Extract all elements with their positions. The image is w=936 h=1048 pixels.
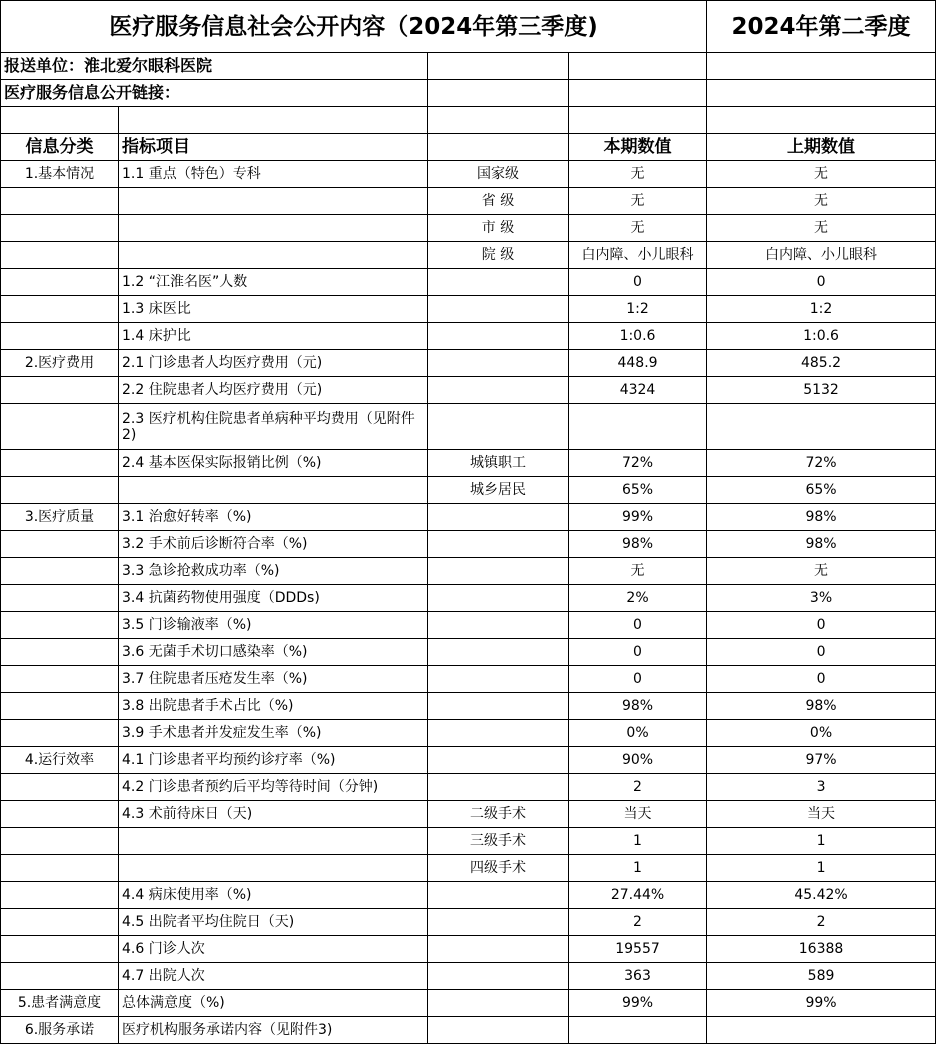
table-row (1, 404, 936, 450)
table-row (1, 558, 936, 585)
current-value-cell: 无 (569, 215, 707, 242)
category-cell (1, 720, 119, 747)
item-cell: 3.7 住院患者压疮发生率（%) (119, 666, 428, 693)
subitem-cell: 国家级 (428, 161, 569, 188)
category-cell (1, 936, 119, 963)
subitem-cell: 二级手术 (428, 801, 569, 828)
item-cell: 1.2 “江淮名医”人数 (119, 269, 428, 296)
previous-value-cell: 1:2 (707, 296, 936, 323)
spacer-row (1, 107, 936, 134)
subitem-cell: 三级手术 (428, 828, 569, 855)
item-cell: 4.1 门诊患者平均预约诊疗率（%) (119, 747, 428, 774)
previous-value-cell: 0 (707, 666, 936, 693)
previous-value-cell: 65% (707, 477, 936, 504)
previous-value-cell (707, 404, 936, 450)
subitem-cell: 四级手术 (428, 855, 569, 882)
current-value-cell: 0 (569, 666, 707, 693)
current-value-cell: 0 (569, 612, 707, 639)
current-value-cell: 1 (569, 828, 707, 855)
current-value-cell: 19557 (569, 936, 707, 963)
current-value-cell: 2% (569, 585, 707, 612)
previous-value-cell: 2 (707, 909, 936, 936)
previous-value-cell: 97% (707, 747, 936, 774)
previous-value-cell (707, 1017, 936, 1044)
table-row (1, 936, 936, 963)
table-row (1, 215, 936, 242)
category-cell (1, 450, 119, 477)
category-cell (1, 828, 119, 855)
subitem-cell (428, 936, 569, 963)
subitem-cell (428, 720, 569, 747)
category-cell: 4.运行效率 (1, 747, 119, 774)
category-cell (1, 666, 119, 693)
table-row (1, 323, 936, 350)
category-cell (1, 693, 119, 720)
table-row (1, 909, 936, 936)
table-row (1, 639, 936, 666)
table-row (1, 747, 936, 774)
category-cell (1, 909, 119, 936)
previous-value-cell: 无 (707, 215, 936, 242)
header-current: 本期数值 (569, 134, 707, 161)
current-value-cell: 98% (569, 531, 707, 558)
item-cell: 3.4 抗菌药物使用强度（DDDs) (119, 585, 428, 612)
item-cell (119, 188, 428, 215)
current-value-cell: 363 (569, 963, 707, 990)
table-row (1, 666, 936, 693)
category-cell (1, 188, 119, 215)
category-cell (1, 558, 119, 585)
item-cell: 3.1 治愈好转率（%) (119, 504, 428, 531)
current-value-cell: 98% (569, 693, 707, 720)
category-cell: 1.基本情况 (1, 161, 119, 188)
unit-row (1, 53, 936, 80)
previous-value-cell: 16388 (707, 936, 936, 963)
current-value-cell: 白内障、小儿眼科 (569, 242, 707, 269)
subitem-cell (428, 296, 569, 323)
current-value-cell: 99% (569, 990, 707, 1017)
previous-value-cell: 5132 (707, 377, 936, 404)
category-cell: 6.服务承诺 (1, 1017, 119, 1044)
current-value-cell: 72% (569, 450, 707, 477)
item-cell (119, 855, 428, 882)
subitem-cell: 城乡居民 (428, 477, 569, 504)
previous-value-cell: 当天 (707, 801, 936, 828)
subitem-cell (428, 558, 569, 585)
header-row (1, 134, 936, 161)
item-cell (119, 828, 428, 855)
table-row (1, 990, 936, 1017)
current-value-cell: 无 (569, 161, 707, 188)
disclosure-link-label: 医疗服务信息公开链接： (1, 80, 428, 107)
previous-value-cell: 无 (707, 161, 936, 188)
table-row (1, 963, 936, 990)
table-row (1, 350, 936, 377)
item-cell: 3.9 手术患者并发症发生率（%) (119, 720, 428, 747)
category-cell: 2.医疗费用 (1, 350, 119, 377)
current-value-cell: 448.9 (569, 350, 707, 377)
subitem-cell (428, 323, 569, 350)
table-row (1, 161, 936, 188)
item-cell (119, 215, 428, 242)
current-value-cell: 0 (569, 639, 707, 666)
current-value-cell: 1:2 (569, 296, 707, 323)
current-value-cell: 90% (569, 747, 707, 774)
subitem-cell (428, 963, 569, 990)
title-row (1, 1, 936, 53)
current-value-cell: 99% (569, 504, 707, 531)
table-row (1, 531, 936, 558)
item-cell: 4.4 病床使用率（%) (119, 882, 428, 909)
category-cell (1, 269, 119, 296)
previous-value-cell: 98% (707, 531, 936, 558)
subitem-cell (428, 693, 569, 720)
item-cell (119, 242, 428, 269)
current-value-cell: 27.44% (569, 882, 707, 909)
previous-value-cell: 无 (707, 558, 936, 585)
subitem-cell (428, 404, 569, 450)
current-value-cell: 65% (569, 477, 707, 504)
item-cell: 2.2 住院患者人均医疗费用（元) (119, 377, 428, 404)
title-previous: 2024年第二季度 (707, 1, 936, 53)
subitem-cell (428, 774, 569, 801)
table-row (1, 612, 936, 639)
current-value-cell: 4324 (569, 377, 707, 404)
table-row (1, 774, 936, 801)
category-cell (1, 242, 119, 269)
previous-value-cell: 98% (707, 693, 936, 720)
current-value-cell: 2 (569, 774, 707, 801)
current-value-cell: 0% (569, 720, 707, 747)
subitem-cell: 省 级 (428, 188, 569, 215)
category-cell (1, 477, 119, 504)
table-row (1, 720, 936, 747)
item-cell: 1.3 床医比 (119, 296, 428, 323)
header-item: 指标项目 (119, 134, 428, 161)
item-cell: 4.3 术前待床日（天) (119, 801, 428, 828)
table-row (1, 828, 936, 855)
category-cell: 5.患者满意度 (1, 990, 119, 1017)
item-cell: 医疗机构服务承诺内容（见附件3) (119, 1017, 428, 1044)
item-cell: 2.1 门诊患者人均医疗费用（元) (119, 350, 428, 377)
previous-value-cell: 589 (707, 963, 936, 990)
subitem-cell: 院 级 (428, 242, 569, 269)
current-value-cell: 1 (569, 855, 707, 882)
table-row (1, 855, 936, 882)
previous-value-cell: 99% (707, 990, 936, 1017)
reporting-unit: 报送单位：淮北爱尔眼科医院 (1, 53, 428, 80)
previous-value-cell: 白内障、小儿眼科 (707, 242, 936, 269)
current-value-cell: 无 (569, 558, 707, 585)
category-cell (1, 612, 119, 639)
item-cell (119, 477, 428, 504)
item-cell: 2.4 基本医保实际报销比例（%) (119, 450, 428, 477)
category-cell (1, 323, 119, 350)
subitem-cell (428, 612, 569, 639)
header-category: 信息分类 (1, 134, 119, 161)
table-row (1, 1017, 936, 1044)
table-row (1, 504, 936, 531)
subitem-cell (428, 504, 569, 531)
current-value-cell (569, 1017, 707, 1044)
table-row (1, 882, 936, 909)
subitem-cell (428, 639, 569, 666)
subitem-cell: 城镇职工 (428, 450, 569, 477)
category-cell (1, 404, 119, 450)
category-cell (1, 963, 119, 990)
item-cell: 4.7 出院人次 (119, 963, 428, 990)
category-cell (1, 639, 119, 666)
category-cell (1, 882, 119, 909)
item-cell: 4.6 门诊人次 (119, 936, 428, 963)
table-row (1, 188, 936, 215)
category-cell (1, 585, 119, 612)
previous-value-cell: 0 (707, 269, 936, 296)
link-row (1, 80, 936, 107)
subitem-cell (428, 666, 569, 693)
table-row (1, 296, 936, 323)
subitem-cell (428, 531, 569, 558)
item-cell: 总体满意度（%) (119, 990, 428, 1017)
category-cell (1, 531, 119, 558)
subitem-cell (428, 350, 569, 377)
item-cell: 1.1 重点（特色）专科 (119, 161, 428, 188)
current-value-cell: 当天 (569, 801, 707, 828)
subitem-cell (428, 585, 569, 612)
category-cell (1, 855, 119, 882)
table-row (1, 585, 936, 612)
previous-value-cell: 1 (707, 855, 936, 882)
item-cell: 3.8 出院患者手术占比（%) (119, 693, 428, 720)
table-row (1, 450, 936, 477)
current-value-cell: 0 (569, 269, 707, 296)
subitem-cell: 市 级 (428, 215, 569, 242)
header-previous: 上期数值 (707, 134, 936, 161)
previous-value-cell: 485.2 (707, 350, 936, 377)
category-cell (1, 296, 119, 323)
previous-value-cell: 98% (707, 504, 936, 531)
category-cell (1, 774, 119, 801)
table-row (1, 269, 936, 296)
item-cell: 3.6 无菌手术切口感染率（%) (119, 639, 428, 666)
previous-value-cell: 3 (707, 774, 936, 801)
previous-value-cell: 无 (707, 188, 936, 215)
item-cell: 4.5 出院者平均住院日（天) (119, 909, 428, 936)
subitem-cell (428, 909, 569, 936)
table-row (1, 477, 936, 504)
item-cell: 2.3 医疗机构住院患者单病种平均费用（见附件2) (119, 404, 428, 450)
table-row (1, 377, 936, 404)
previous-value-cell: 45.42% (707, 882, 936, 909)
table-row (1, 242, 936, 269)
previous-value-cell: 1 (707, 828, 936, 855)
item-cell: 4.2 门诊患者预约后平均等待时间（分钟) (119, 774, 428, 801)
current-value-cell (569, 404, 707, 450)
previous-value-cell: 0 (707, 639, 936, 666)
subitem-cell (428, 990, 569, 1017)
category-cell (1, 801, 119, 828)
current-value-cell: 1:0.6 (569, 323, 707, 350)
subitem-cell (428, 377, 569, 404)
table-row (1, 801, 936, 828)
subitem-cell (428, 269, 569, 296)
previous-value-cell: 0 (707, 612, 936, 639)
item-cell: 3.3 急诊抢救成功率（%) (119, 558, 428, 585)
previous-value-cell: 1:0.6 (707, 323, 936, 350)
current-value-cell: 2 (569, 909, 707, 936)
item-cell: 1.4 床护比 (119, 323, 428, 350)
subitem-cell (428, 882, 569, 909)
subitem-cell (428, 747, 569, 774)
title-current: 医疗服务信息社会公开内容（2024年第三季度) (1, 1, 707, 53)
category-cell (1, 377, 119, 404)
previous-value-cell: 72% (707, 450, 936, 477)
category-cell (1, 215, 119, 242)
table-row (1, 693, 936, 720)
item-cell: 3.2 手术前后诊断符合率（%) (119, 531, 428, 558)
subitem-cell (428, 1017, 569, 1044)
previous-value-cell: 3% (707, 585, 936, 612)
category-cell: 3.医疗质量 (1, 504, 119, 531)
item-cell: 3.5 门诊输液率（%) (119, 612, 428, 639)
previous-value-cell: 0% (707, 720, 936, 747)
current-value-cell: 无 (569, 188, 707, 215)
